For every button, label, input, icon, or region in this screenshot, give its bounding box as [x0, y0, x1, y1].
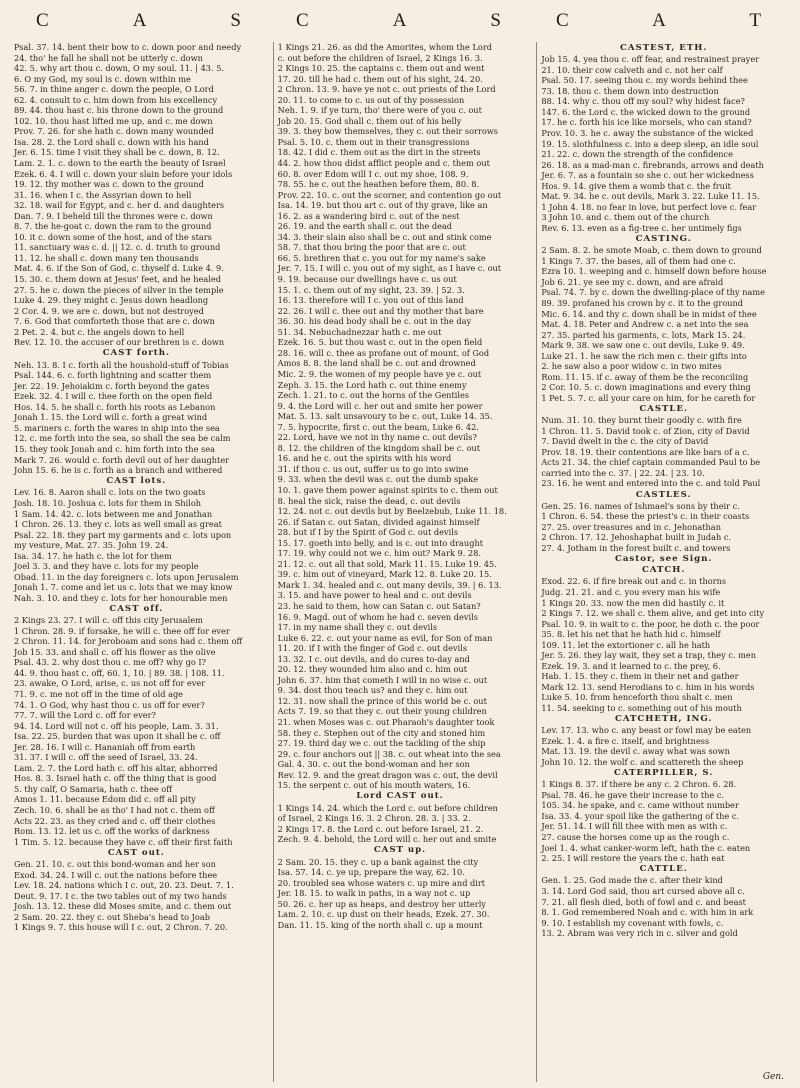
concordance-entry: Gen. 21. 10. c. out this bond-woman and her son: [14, 858, 216, 869]
concordance-entry: Jer. 7. 15. I will c. you out of my sight, as I have c. out: [277, 263, 502, 274]
section-heading: Castor, see Sign.: [615, 554, 713, 565]
concordance-entry: Zech. 9. 4. behold, the Lord will c. her out and smite: [277, 834, 497, 845]
concordance-entry: 16. and he c. out the spirits with his word: [277, 453, 452, 464]
concordance-entry: 21. 12. c. out all that sold, Mark 11. 15. Luke 19. 45.: [277, 558, 497, 569]
concordance-entry: 28. but if I by the Spirit of God c. out devils: [277, 527, 459, 538]
concordance-entry: 22. Lord, have we not in thy name c. out devils?: [277, 432, 477, 443]
concordance-entry: 2 Sam. 8. 2. he smote Moab, c. them down to ground: [541, 245, 762, 256]
concordance-entry: 74. 1. O God, why hast thou c. us off for ever?: [14, 699, 205, 710]
concordance-entry: 17. 19. why could not we c. him out? Mark 9. 28.: [277, 548, 481, 559]
concordance-entry: Jer. 18. 15. to walk in paths, in a way not c. up: [277, 888, 471, 899]
concordance-entry: 2 Kings 10. 25. the captains c. them out and went: [277, 63, 485, 74]
concordance-entry: 17. in my name shall they c. out devils: [277, 622, 438, 633]
section-heading: CAST off.: [109, 604, 164, 615]
concordance-entry: Num. 31. 10. they burnt their goodly c. with fire: [541, 415, 742, 426]
concordance-entry: 26. 18. as a mad-man c. firebrands, arrows and death: [541, 159, 764, 170]
concordance-entry: carried into the c. 37. | 22. 24. | 23. 10.: [541, 467, 705, 478]
concordance-entry: 1 Chron. 11. 5. David took c. of Zion, city of David: [541, 425, 750, 436]
header-right: [530, 10, 790, 32]
concordance-entry: 21. when Moses was c. out Pharaoh's daughter took: [277, 717, 495, 727]
concordance-entry: Neh. 1. 9. if ye turn, tho' there were of you c. out: [277, 105, 482, 116]
section-heading: CATERPILLER, S.: [614, 768, 714, 779]
concordance-entry: 19. 12. thy mother was c. down to the ground: [14, 179, 204, 190]
concordance-entry: Rom. 11. 15. if c. away of them be the reconciling: [541, 371, 749, 382]
concordance-entry: Isa. 57. 14. c. ye up, prepare the way, 62. 10.: [277, 867, 465, 878]
concordance-entry: 12. c. me forth into the sea, so shall the sea be calm: [14, 433, 231, 444]
concordance-entry: Ezek. 32. 4. I will c. thee forth on the open field: [14, 391, 213, 402]
concordance-entry: Mat. 4. 6. if the Son of God, c. thyself d. Luke 4. 9.: [14, 263, 224, 274]
concordance-entry: 89. 44. thou hast c. his throne down to the ground: [14, 105, 224, 116]
concordance-entry: 9. 10. I establish my covenant with fowls, c.: [541, 917, 724, 928]
section-heading: CASTLES.: [635, 489, 692, 500]
concordance-entry: 16. 2. as a wandering bird c. out of the nest: [277, 210, 460, 221]
concordance-entry: Deut. 9. 17. I c. the two tables out of my two hands: [14, 890, 227, 901]
concordance-entry: 56. 7. in thine anger c. down the people, O Lord: [14, 84, 214, 95]
concordance-entry: John 10. 12. the wolf c. and scattereth the sheep: [541, 756, 744, 767]
concordance-entry: 1 Kings 8. 37. if there be any c. 2 Chron. 6. 28.: [541, 779, 737, 790]
concordance-entry: 11. sanctuary was c. d. || 12. c. d. truth to ground: [14, 242, 221, 253]
concordance-entry: 7. David dwelt in the c. the city of David: [541, 436, 709, 447]
concordance-entry: Amos 1. 11. because Edom did c. off all pity: [14, 794, 196, 805]
concordance-entry: Psal. 5. 10. c. them out in their transgressions: [277, 136, 470, 147]
section-heading: CAST out.: [107, 847, 165, 858]
concordance-entry: Judg. 21. 21. and c. you every man his wife: [541, 586, 721, 597]
concordance-entry: 15. they took Jonah and c. him forth into the sea: [14, 444, 215, 454]
concordance-entry: 88. 14. why c. thou off my soul? why hidest face?: [541, 96, 745, 107]
concordance-entry: 9. 4. the Lord will c. her out and smite her power: [277, 400, 483, 411]
header-letter: A: [392, 10, 410, 31]
concordance-entry: 39. 3. they bow themselves, they c. out their sorrows: [277, 126, 499, 137]
concordance-entry: Zech. 1. 21. to c. out the horns of the Gentiles: [277, 390, 470, 401]
concordance-entry: 71. 9. c. me not off in the time of old age: [14, 689, 184, 700]
concordance-entry: Jer. 51. 14. I will fill thee with men as with c.: [541, 821, 728, 832]
concordance-entry: 15. the serpent c. out of his mouth waters, 16.: [277, 780, 471, 791]
concordance-entry: 5. mariners c. forth the wares in ship into the sea: [14, 422, 220, 433]
section-heading: CASTING.: [635, 234, 692, 245]
concordance-entry: 31. 37. I will c. off the seed of Israel, 33. 24.: [14, 752, 198, 763]
concordance-entry: Isa. 22. 25. burden that was upon it shall be c. off: [14, 731, 221, 742]
concordance-entry: Prov. 7. 26. for she hath c. down many wounded: [14, 126, 214, 137]
concordance-entry: 1 Chron. 6. 54. these the priest's c. in their coasts: [541, 511, 750, 522]
concordance-entry: Isa. 28. 2. the Lord shall c. down with his hand: [14, 136, 209, 147]
concordance-entry: 8. 12. the children of the kingdom shall be c. out: [277, 442, 481, 453]
concordance-entry: 7. 5. hypocrite, first c. out the beam, Luke 6. 42.: [277, 421, 479, 432]
concordance-entry: 39. c. him out of vineyard, Mark 12. 8. Luke 20. 15.: [277, 569, 492, 580]
concordance-entry: Mark 12. 13. send Herodians to c. him in his words: [541, 681, 755, 692]
concordance-entry: 12. 24. not c. out devils but by Beelzebub, Luke 11. 18.: [277, 506, 507, 517]
concordance-entry: John 15. 6. he is c. forth as a branch and withered: [14, 465, 223, 476]
concordance-entry: 26. if Satan c. out Satan, divided against himself: [277, 516, 480, 527]
concordance-entry: 77. 7. will the Lord c. off for ever?: [14, 710, 156, 721]
concordance-entry: Hos. 14. 5. he shall c. forth his roots as Lebanon: [14, 401, 216, 412]
concordance-entry: 1 Kings 9. 7. this house will I c. out, 2 Chron. 7. 20.: [14, 922, 228, 933]
concordance-entry: 3. 14. Lord God said, thou art cursed above all c.: [541, 885, 745, 896]
concordance-entry: Obad. 11. in the day foreigners c. lots upon Jerusalem: [14, 571, 239, 582]
header-left: [10, 10, 270, 32]
concordance-entry: Mark 1. 34. healed and c. out many devils, 39. | 6. 13.: [277, 579, 502, 590]
section-heading: Lord CAST out.: [356, 791, 444, 802]
concordance-entry: 62. 4. consult to c. him down from his excellency: [14, 94, 218, 105]
header-letter: C: [36, 10, 52, 31]
concordance-entry: 9. 34. dost thou teach us? and they c. him out: [277, 685, 468, 696]
section-heading: CAST forth.: [102, 348, 170, 359]
concordance-entry: Psal. 43. 2. why dost thou c. me off? why go I?: [14, 657, 207, 668]
column-right: [536, 42, 790, 1082]
concordance-entry: Lam. 2. 10. c. up dust on their heads, Ezek. 27. 30.: [277, 909, 490, 920]
concordance-entry: 9. 33. when the devil was c. out the dumb spake: [277, 474, 479, 485]
header-letter: C: [556, 10, 572, 31]
concordance-entry: 3 John 10. and c. them out of the church: [541, 212, 710, 223]
header-center: [270, 10, 530, 32]
concordance-entry: 44. 9. thou hast c. off, 60. 1, 10. | 89. 38. | 108. 11.: [14, 667, 225, 678]
concordance-entry: Mark 9. 38. we saw one c. out devils, Luke 9. 49.: [541, 340, 745, 351]
concordance-entry: Nah. 3. 10. and they c. lots for her honourable men: [14, 592, 228, 603]
section-heading: CAST lots.: [106, 476, 167, 487]
concordance-entry: Neh. 13. 8. I c. forth all the houshold-stuff of Tobias: [14, 359, 229, 370]
concordance-entry: 24. tho' he fall he shall not be utterly c. down: [14, 52, 203, 63]
section-heading: CASTEST, ETH.: [620, 43, 708, 53]
concordance-entry: 32. 18. wail for Egypt, and c. her d. and daughters: [14, 200, 225, 211]
concordance-entry: Mat. 5. 13. salt unsavoury to be c. out, Luke 14. 35.: [277, 411, 493, 422]
concordance-entry: 28. 16. will c. thee as profane out of mount. of God: [277, 347, 490, 358]
concordance-entry: 58. they c. Stephen out of the city and stoned him: [277, 727, 486, 738]
concordance-entry: Josh. 13. 12. these did Moses smite, and c. them out: [14, 901, 232, 912]
concordance-entry: 2 Sam. 20. 22. they c. out Sheba's head to Joab: [14, 911, 210, 922]
concordance-entry: Job 6. 21. ye see my c. down, and are afraid: [541, 276, 724, 287]
concordance-entry: Dan. 7. 9. I beheld till the thrones were c. down: [14, 210, 213, 221]
section-heading: CASTLE.: [639, 404, 689, 415]
concordance-entry: Rom. 13. 12. let us c. off the works of darkness: [14, 826, 210, 837]
concordance-entry: Jer. 5. 26. they lay wait, they set a trap, they c. men: [541, 650, 756, 661]
concordance-entry: Acts 22. 23. as they cried and c. off their clothes: [14, 815, 216, 826]
concordance-entry: 9. 19. because our dwellings have c. us out: [277, 274, 457, 285]
concordance-entry: 27. 4. Jotham in the forest built c. and towers: [541, 542, 731, 553]
concordance-entry: my vesture, Mat. 27. 35. John 19. 24.: [14, 540, 169, 551]
concordance-entry: 147. 6. the Lord c. the wicked down to the ground: [541, 106, 751, 117]
concordance-entry: Zeph. 3. 15. the Lord hath c. out thine enemy: [277, 379, 467, 390]
concordance-entry: 21. 10. their cow calveth and c. not her calf: [541, 64, 723, 75]
concordance-entry: Lev. 18. 24. nations which I c. out, 20. 23. Deut. 7. 1.: [14, 880, 234, 891]
concordance-entry: Lam. 2. 1. c. down to the earth the beauty of Israel: [14, 158, 226, 169]
concordance-entry: Mark 7. 26. would c. forth devil out of her daughter: [14, 454, 230, 465]
concordance-entry: 102. 10. thou hast lifted me up, and c. me down: [14, 115, 213, 126]
concordance-entry: 1 Kings 14. 24. which the Lord c. out before children: [277, 802, 498, 813]
concordance-entry: Ezek. 16. 5. but thou wast c. out in the open field: [277, 337, 483, 348]
concordance-entry: 27. 19. third day we c. out the tackling of the ship: [277, 738, 486, 749]
text-columns: [10, 42, 790, 1082]
concordance-entry: 10. it c. down some of the host, and of the stars: [14, 231, 212, 242]
header-letter: S: [490, 10, 504, 31]
concordance-entry: 13. 32. I c. out devils, and do cures to-day and: [277, 653, 470, 664]
concordance-entry: Gen. 25. 16. names of Ishmael's sons by their c.: [541, 500, 740, 511]
concordance-entry: Mat. 4. 18. Peter and Andrew c. a net into the sea: [541, 319, 749, 330]
section-heading: CATCH.: [641, 565, 686, 576]
concordance-entry: 51. 34. Nebuchadnezzar hath c. me out: [277, 326, 442, 337]
concordance-entry: Luke 6. 22. c. out your name as evil, for Son of man: [277, 632, 493, 643]
concordance-entry: 7. 6. God that comforteth those that are c. down: [14, 316, 215, 327]
concordance-entry: 2 Chron. 17. 12. Jehoshaphat built in Judah c.: [541, 532, 732, 543]
concordance-entry: 8. heal the sick, raise the dead, c. out devils: [277, 495, 461, 506]
concordance-entry: 73. 18. thou c. them down into destruction: [541, 85, 719, 96]
concordance-entry: 3. 15. and have power to heal and c. out devils: [277, 590, 472, 601]
concordance-entry: Jer. 6. 15. time I visit they shall be c. down, 8. 12.: [14, 147, 220, 158]
header-letter: S: [230, 10, 244, 31]
concordance-entry: Lev. 17. 13. who c. any beast or fowl may be eaten: [541, 725, 752, 736]
concordance-entry: Psal. 144. 6. c. forth lightning and scatter them: [14, 370, 212, 381]
concordance-entry: 17. 20. till he had c. them out of his sight, 24. 20.: [277, 73, 483, 84]
concordance-entry: Hab. 1. 15. they c. them in their net and gather: [541, 671, 739, 682]
section-heading: CAST up.: [373, 845, 427, 856]
concordance-entry: Hos. 9. 14. give them a womb that c. the fruit: [541, 180, 731, 191]
concordance-entry: 21. 22. c. down the strength of the confidence: [541, 149, 733, 160]
concordance-entry: 2 Sam. 20. 15. they c. up a bank against the city: [277, 856, 479, 867]
column-left: [10, 42, 263, 1082]
concordance-entry: 15. 30. c. them down at Jesus' feet, and he healed: [14, 274, 221, 285]
concordance-entry: 29. c. four anchors out || 38. c. out wheat into the sea: [277, 748, 501, 759]
concordance-entry: 94. 14. Lord will not c. off his people, Lam. 3. 31.: [14, 720, 219, 731]
concordance-entry: 16. 9. Magd. out of whom he had c. seven devils: [277, 611, 478, 622]
concordance-entry: 8. 7. the he-goat c. down the ram to the ground: [14, 221, 212, 232]
concordance-entry: 11. 20. if I with the finger of God c. out devils: [277, 643, 468, 654]
concordance-entry: 2 Kings 23. 27. I will c. off this city Jerusalem: [14, 615, 203, 626]
concordance-entry: c. out before the children of Israel, 2 Kings 16. 3.: [277, 52, 483, 63]
concordance-entry: 89. 39. profaned his crown by c. it to the ground: [541, 297, 744, 308]
concordance-entry: Mat. 13. 19. the devil c. away what was sown: [541, 746, 730, 757]
concordance-entry: 15. 17. goeth into belly, and is c. out into draught: [277, 537, 484, 548]
concordance-entry: 2 Kings 7. 12. we shall c. them alive, and get into city: [541, 608, 765, 619]
concordance-entry: 13. 2. Abram was very rich in c. silver and gold: [541, 928, 738, 939]
concordance-entry: 1 Kings 20. 33. now the men did hastily c. it: [541, 597, 725, 608]
concordance-entry: 26. 19. and the earth shall c. out the dead: [277, 221, 453, 232]
concordance-entry: Psal. 22. 18. they part my garments and c. lots upon: [14, 529, 232, 540]
concordance-entry: Acts 21. 34. the chief captain commanded Paul to be: [541, 457, 761, 468]
concordance-entry: 23. 16. he went and entered into the c. and told Paul: [541, 478, 761, 489]
concordance-entry: 23. awake, O Lord, arise, c. us not off for ever: [14, 678, 206, 689]
concordance-entry: 10. 1. gave them power against spirits to c. them out: [277, 484, 498, 495]
concordance-entry: Luke 5. 10. from henceforth thou shalt c. men: [541, 692, 733, 703]
concordance-entry: 1 Kings 7. 37. the bases, all of them had one c.: [541, 255, 736, 266]
concordance-entry: Job 15. 4. yea thou c. off fear, and restrainest prayer: [541, 54, 760, 65]
concordance-entry: Mic. 6. 14. and thy c. down shall be in midst of thee: [541, 308, 757, 319]
concordance-entry: Lev. 16. 8. Aaron shall c. lots on the two goats: [14, 487, 206, 498]
concordance-entry: 27. cause the horses come up as the rough c.: [541, 832, 730, 842]
concordance-entry: Job 20. 15. God shall c. them out of his belly: [277, 115, 462, 126]
concordance-entry: 1 Chron. 28. 9. if forsake, he will c. thee off for ever: [14, 625, 230, 636]
concordance-entry: 5. thy calf, O Samaria, hath c. thee off: [14, 783, 173, 794]
header-letter: T: [749, 10, 764, 31]
concordance-entry: Acts 7. 19. so that they c. out their young children: [277, 706, 487, 717]
concordance-entry: 1 Pet. 5. 7. c. all your care on him, for he careth for: [541, 392, 756, 403]
concordance-entry: Ezra 10. 1. weeping and c. himself down before house: [541, 266, 767, 277]
concordance-entry: 31. 16. when I c. the Assyrian down to hell: [14, 189, 192, 200]
concordance-entry: Rev. 6. 13. even as a fig-tree c. her untimely figs: [541, 222, 742, 233]
concordance-entry: Psal. 37. 14. bent their bow to c. down poor and needy: [14, 42, 242, 52]
concordance-entry: 27. 35. parted his garments, c. lots, Mark 15. 24.: [541, 329, 746, 340]
concordance-entry: 2 Kings 17. 8. the Lord c. out before Israel, 21. 2.: [277, 823, 484, 834]
concordance-entry: 35. 8. let his net that he hath hid c. himself: [541, 629, 721, 640]
running-header: [10, 0, 790, 42]
concordance-entry: 2. 25. I will restore the years the c. hath eat: [541, 853, 725, 864]
concordance-entry: Jonah 1. 15. the Lord will c. forth a great wind: [14, 412, 208, 423]
concordance-entry: Psal. 74. 7. by c. down the dwelling-place of thy name: [541, 287, 766, 298]
concordance-entry: Joel 1. 4. what canker-worm left, hath the c. eaten: [541, 842, 751, 853]
column-middle: [273, 42, 527, 1082]
concordance-entry: Psal. 50. 17. seeing thou c. my words behind thee: [541, 75, 748, 86]
concordance-entry: Gen. 1. 25. God made the c. after their kind: [541, 875, 723, 886]
concordance-entry: 18. 42. I did c. them out as the dirt in the streets: [277, 147, 481, 158]
concordance-entry: Jer. 22. 19. Jehoiakim c. forth beyond the gates: [14, 380, 210, 391]
concordance-entry: 12. 31. now shall the prince of this world be c. out: [277, 695, 487, 706]
concordance-entry: Rev. 12. 9. and the great dragon was c. out, the devil: [277, 769, 498, 780]
concordance-entry: 19. 15. slothfulness c. into a deep sleep, an idle soul: [541, 138, 759, 149]
concordance-entry: 42. 5. why art thou c. down, O my soul. 11. | 43. 5.: [14, 63, 225, 74]
concordance-entry: Ezek. 19. 3. and it learned to c. the prey, 6.: [541, 660, 721, 671]
header-letter: C: [296, 10, 312, 31]
concordance-entry: 27. 25. over treasures and in c. Jehonathan: [541, 521, 721, 532]
concordance-entry: 6. O my God, my soul is c. down within me: [14, 73, 191, 84]
concordance-entry: Jer. 28. 16. I will c. Hananiah off from earth: [14, 741, 196, 752]
concordance-entry: 50. 26. c. her up as heaps, and destroy her utterly: [277, 898, 486, 909]
concordance-entry: Joel 3. 3. and they have c. lots for my people: [14, 561, 199, 572]
concordance-entry: Prov. 10. 3. he c. away the substance of the wicked: [541, 127, 754, 138]
concordance-entry: 60. 8. over Edom will I c. out my shoe, 108. 9.: [277, 168, 469, 179]
concordance-entry: Lam. 2. 7. the Lord hath c. off his altar, abhorred: [14, 762, 218, 773]
concordance-entry: 36. 30. his dead body shall be c. out in the day: [277, 316, 472, 327]
concordance-entry: Psal. 78. 46. he gave their increase to the c.: [541, 789, 725, 800]
concordance-entry: 2 Pet. 2. 4. but c. the angels down to hell: [14, 326, 185, 337]
concordance-entry: 1 Chron. 26. 13. they c. lots as well small as great: [14, 519, 222, 530]
concordance-entry: 2 Chron. 11. 14. for Jeroboam and sons had c. them off: [14, 636, 243, 647]
concordance-entry: 20. 11. to come to c. us out of thy possession: [277, 94, 465, 105]
concordance-entry: Prov. 18. 19. their contentions are like bars of a c.: [541, 446, 750, 457]
concordance-entry: Luke 21. 1. he saw the rich men c. their gifts into: [541, 350, 747, 361]
concordance-entry: 1 Kings 21. 26. as did the Amorites, whom the Lord: [277, 42, 492, 52]
concordance-entry: Isa. 33. 4. your spoil like the gathering of the c.: [541, 810, 740, 821]
concordance-entry: 66. 5. brethren that c. you out for my name's sake: [277, 252, 486, 263]
concordance-entry: 8. 1. God remembered Noah and c. with him in ark: [541, 907, 754, 918]
concordance-entry: Amos 8. 8. the land shall be c. out and drowned: [277, 358, 476, 369]
concordance-entry: Luke 4. 29. they might c. Jesus down headlong: [14, 295, 209, 306]
section-heading: CATTLE.: [639, 864, 688, 875]
concordance-entry: Hos. 8. 3. Israel hath c. off the thing that is good: [14, 773, 217, 784]
concordance-entry: 2 Cor. 10. 5. c. down imaginations and every thing: [541, 382, 751, 393]
concordance-entry: 1 Tim. 5. 12. because they have c. off their first faith: [14, 836, 233, 847]
concordance-entry: 105. 34. he spake, and c. came without number: [541, 800, 739, 811]
concordance-entry: Zech. 10. 6. shall be as tho' I had not c. them off: [14, 805, 215, 816]
concordance-entry: Ezek. 6. 4. I will c. down your slain before your idols: [14, 168, 233, 179]
concordance-entry: 31. if thou c. us out, suffer us to go into swine: [277, 463, 469, 474]
concordance-entry: 17. he c. forth his ice like morsels, who can stand?: [541, 117, 752, 128]
concordance-entry: 1 Sam. 14. 42. c. lots between me and Jonathan: [14, 508, 213, 519]
concordance-entry: Gal. 4. 30. c. out the bond-woman and her son: [277, 759, 470, 770]
concordance-entry: 2. he saw also a poor widow c. in two mites: [541, 361, 722, 372]
concordance-entry: Isa. 34. 17. he hath c. the lot for them: [14, 550, 172, 561]
concordance-entry: 109. 11. let the extortioner c. all he hath: [541, 639, 711, 650]
concordance-entry: John 6. 37. him that cometh I will in no wise c. out: [277, 674, 488, 685]
concordance-entry: 2 Chron. 13. 9. have ye not c. out priests of the Lord: [277, 84, 496, 95]
concordance-entry: Psal. 10. 9. in wait to c. the poor, he doth c. the poor: [541, 618, 760, 629]
concordance-entry: Dan. 11. 15. king of the north shall c. up a mount: [277, 919, 483, 930]
concordance-entry: Isa. 14. 19. but thou art c. out of thy grave, like an: [277, 200, 488, 211]
concordance-entry: Job 15. 33. and shall c. off his flower as the olive: [14, 646, 216, 657]
concordance-entry: 58. 7. that thou bring the poor that are c. out: [277, 242, 466, 253]
concordance-entry: 16. 13. therefore will I c. you out of this land: [277, 295, 464, 306]
concordance-entry: Prov. 22. 10. c. out the scorner, and contention go out: [277, 189, 502, 200]
concordance-entry: 7. 21. all flesh died, both of fowl and c. and beast: [541, 896, 746, 907]
section-heading: CATCHETH, ING.: [615, 714, 713, 725]
concordance-entry: Mat. 9. 34. he c. out devils, Mark 3. 22. Luke 11. 15.: [541, 191, 760, 202]
concordance-entry: Jonah 1. 7. come and let us c. lots that we may know: [14, 582, 233, 593]
concordance-entry: 15. 1. c. them out of my sight, 23. 39. | 52. 3.: [277, 284, 465, 295]
concordance-entry: 78. 55. he c. out the heathen before them, 80. 8.: [277, 179, 480, 190]
concordance-entry: of Israel, 2 Kings 16. 3. 2 Chron. 28. 3. | 33. 2.: [277, 813, 471, 824]
concordance-entry: 23. he said to them, how can Satan c. out Satan?: [277, 600, 481, 611]
concordance-entry: 2 Cor. 4. 9. we are c. down, but not destroyed: [14, 305, 204, 316]
concordance-entry: 11. 12. he shall c. down many ten thousands: [14, 252, 199, 263]
concordance-entry: 20. 12. they wounded him also and c. him out: [277, 664, 467, 675]
concordance-entry: Ezek. 1. 4. a fire c. itself, and brightness: [541, 735, 710, 746]
concordance-entry: Exod. 34. 24. I will c. out the nations before thee: [14, 869, 218, 880]
concordance-entry: 11. 54. seeking to c. something out of his mouth: [541, 703, 742, 713]
concordance-entry: Exod. 22. 6. if fire break out and c. in thorns: [541, 576, 727, 587]
concordance-entry: Mic. 2. 9. the women of my people have ye c. out: [277, 368, 482, 379]
concordance-entry: 34. 3. their slain also shall be c. out and stink come: [277, 231, 492, 242]
header-letter: A: [652, 10, 669, 31]
concordance-entry: 20. troubled sea whose waters c. up mire and dirt: [277, 877, 486, 888]
concordance-entry: Josh. 18. 10. Joshua c. lots for them in Shiloh: [14, 497, 202, 508]
concordance-entry: Jer. 6. 7. as a fountain so she c. out her wickedness: [541, 170, 754, 181]
catchword: Gen.: [762, 1072, 784, 1082]
concordance-entry: 27. 5. he c. down the pieces of silver in the temple: [14, 284, 224, 295]
concordance-entry: 22. 26. I will c. thee out and thy mother that bare: [277, 305, 484, 316]
concordance-entry: 1 John 4. 18. no fear in love, but perfect love c. fear: [541, 201, 757, 212]
concordance-entry: 44. 2. how thou didst afflict people and c. them out: [277, 158, 490, 169]
header-letter: A: [132, 10, 150, 31]
concordance-entry: Rev. 12. 10. the accuser of our brethren is c. down: [14, 337, 225, 348]
